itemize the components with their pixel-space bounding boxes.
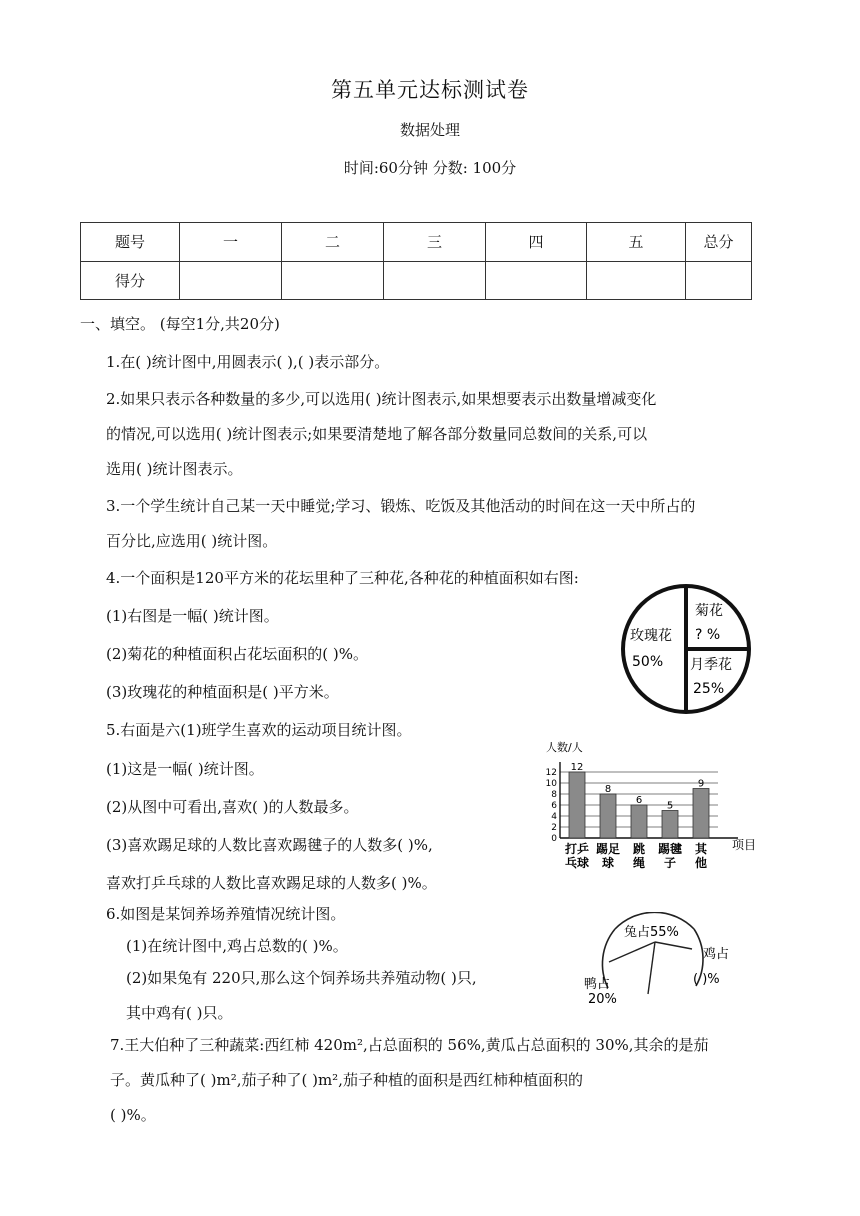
- question-3-line-1: 3.一个学生统计自己某一天中睡觉;学习、锻炼、吃饭及其他活动的时间在这一天中所占的: [106, 497, 696, 515]
- chart-ytick-label: 12: [545, 768, 557, 778]
- question-6: 6.如图是某饲养场养殖情况统计图。: [106, 905, 346, 923]
- question-6-1: (1)在统计图中,鸡占总数的( )%。: [126, 937, 348, 955]
- chart-bar: [600, 794, 616, 838]
- question-3-line-2: 百分比,应选用( )统计图。: [106, 532, 278, 550]
- question-7-line-1: 7.王大伯种了三种蔬菜:西红柿 420m²,占总面积的 56%,黄瓜占总面积的 30%,其余的是茄: [110, 1036, 709, 1054]
- chart-data-label: 8: [604, 784, 612, 795]
- chart-bar: [569, 772, 585, 838]
- question-5-4: 喜欢打乒乓球的人数比喜欢踢足球的人数多( )%。: [106, 874, 437, 892]
- chart-category-label: 打乒乓球: [564, 842, 590, 870]
- question-2-line-1: 2.如果只表示各种数量的多少,可以选用( )统计图表示,如果想要表示出数量增减变化: [106, 390, 657, 408]
- question-4-3: (3)玫瑰花的种植面积是( )平方米。: [106, 683, 339, 701]
- pie-chrys-label: 菊花: [695, 603, 723, 619]
- chart-category-label: 其他: [694, 842, 708, 870]
- question-2-line-3: 选用( )统计图表示。: [106, 460, 243, 478]
- farm-pie-chart: [580, 912, 760, 1012]
- table-cell: 二: [282, 223, 384, 262]
- pie-rose-label: 玫瑰花: [630, 628, 672, 644]
- pie-chicken-pct: ( )%: [693, 972, 720, 987]
- score-table-score-row: [81, 261, 752, 300]
- score-input-cell[interactable]: [587, 261, 686, 300]
- question-7-line-2: 子。黄瓜种了( )m²,茄子种了( )m²,茄子种植的面积是西红柿种植面积的: [110, 1071, 583, 1089]
- pie-rabbit-label: 兔占55%: [624, 925, 679, 940]
- flower-pie-chart: [618, 582, 758, 718]
- question-4-2: (2)菊花的种植面积占花坛面积的( )%。: [106, 645, 368, 663]
- pie-chicken-label: 鸡占: [703, 947, 730, 962]
- pie-mon-pct: 25%: [693, 681, 725, 697]
- question-5-1: (1)这是一幅( )统计图。: [106, 760, 264, 778]
- chart-bar: [631, 805, 647, 838]
- sports-bar-chart: [540, 738, 770, 880]
- score-input-cell[interactable]: [282, 261, 384, 300]
- chart-ytick-label: 0: [551, 834, 557, 844]
- chart-ytick-label: 2: [551, 823, 557, 833]
- pie-divider-left: [609, 942, 655, 962]
- score-input-cell[interactable]: [180, 261, 282, 300]
- chart-xlabel: 项目: [732, 838, 757, 852]
- chart-category-label: 跳绳: [632, 842, 646, 870]
- question-2-line-2: 的情况,可以选用( )统计图表示;如果要清楚地了解各部分数量同总数间的关系,可以: [106, 425, 648, 443]
- table-cell: 题号: [81, 223, 180, 262]
- question-4: 4.一个面积是120平方米的花坛里种了三种花,各种花的种植面积如右图:: [106, 569, 579, 587]
- question-6-3: 其中鸡有( )只。: [126, 1004, 233, 1022]
- chart-category-label: 踢足球: [595, 842, 621, 870]
- exam-meta: 时间:60分钟 分数: 100分: [343, 159, 517, 177]
- table-cell: 得分: [81, 261, 180, 300]
- pie-mon-label: 月季花: [690, 657, 732, 673]
- page-title: 第五单元达标测试卷: [331, 78, 529, 102]
- chart-ytick-label: 10: [545, 779, 557, 789]
- score-input-cell[interactable]: [486, 261, 587, 300]
- chart-ytick-label: 6: [551, 801, 557, 811]
- question-4-1: (1)右图是一幅( )统计图。: [106, 607, 279, 625]
- table-cell: 总分: [686, 223, 752, 262]
- chart-bar: [662, 811, 678, 839]
- question-5-2: (2)从图中可看出,喜欢( )的人数最多。: [106, 798, 359, 816]
- table-cell: 一: [180, 223, 282, 262]
- table-cell: 四: [486, 223, 587, 262]
- chart-data-label: 5: [666, 800, 674, 812]
- chart-data-label: 12: [570, 762, 584, 773]
- pie-divider-bottom: [648, 942, 655, 994]
- pie-divider-right: [655, 942, 692, 949]
- table-cell: 五: [587, 223, 686, 262]
- chart-data-label: 6: [635, 795, 643, 806]
- pie-rose-pct: 50%: [632, 654, 664, 670]
- score-table-header-row: [81, 223, 752, 262]
- score-table: [80, 222, 752, 300]
- score-input-cell[interactable]: [384, 261, 486, 300]
- chart-ylabel: 人数/人: [546, 741, 583, 754]
- chart-ytick-label: 8: [551, 790, 557, 800]
- chart-category-label: 踢毽子: [657, 842, 683, 870]
- pie-duck-label: 鸭占: [584, 977, 611, 992]
- chart-ytick-label: 4: [551, 812, 557, 822]
- chart-bar: [693, 789, 709, 839]
- question-6-2: (2)如果兔有 220只,那么这个饲养场共养殖动物( )只,: [126, 969, 477, 987]
- question-7-line-3: ( )%。: [110, 1106, 156, 1124]
- pie-duck-pct: 20%: [588, 992, 617, 1007]
- page-subtitle: 数据处理: [399, 121, 460, 139]
- table-cell: 三: [384, 223, 486, 262]
- question-5-3: (3)喜欢踢足球的人数比喜欢踢毽子的人数多( )%,: [106, 836, 433, 854]
- score-input-cell[interactable]: [686, 261, 752, 300]
- pie-chrys-pct: ? %: [695, 627, 721, 643]
- question-1: 1.在( )统计图中,用圆表示( ),( )表示部分。: [106, 353, 390, 371]
- chart-data-label: 9: [697, 778, 705, 790]
- section-heading: 一、填空。 (每空1分,共20分): [80, 315, 280, 333]
- question-5: 5.右面是六(1)班学生喜欢的运动项目统计图。: [106, 721, 412, 739]
